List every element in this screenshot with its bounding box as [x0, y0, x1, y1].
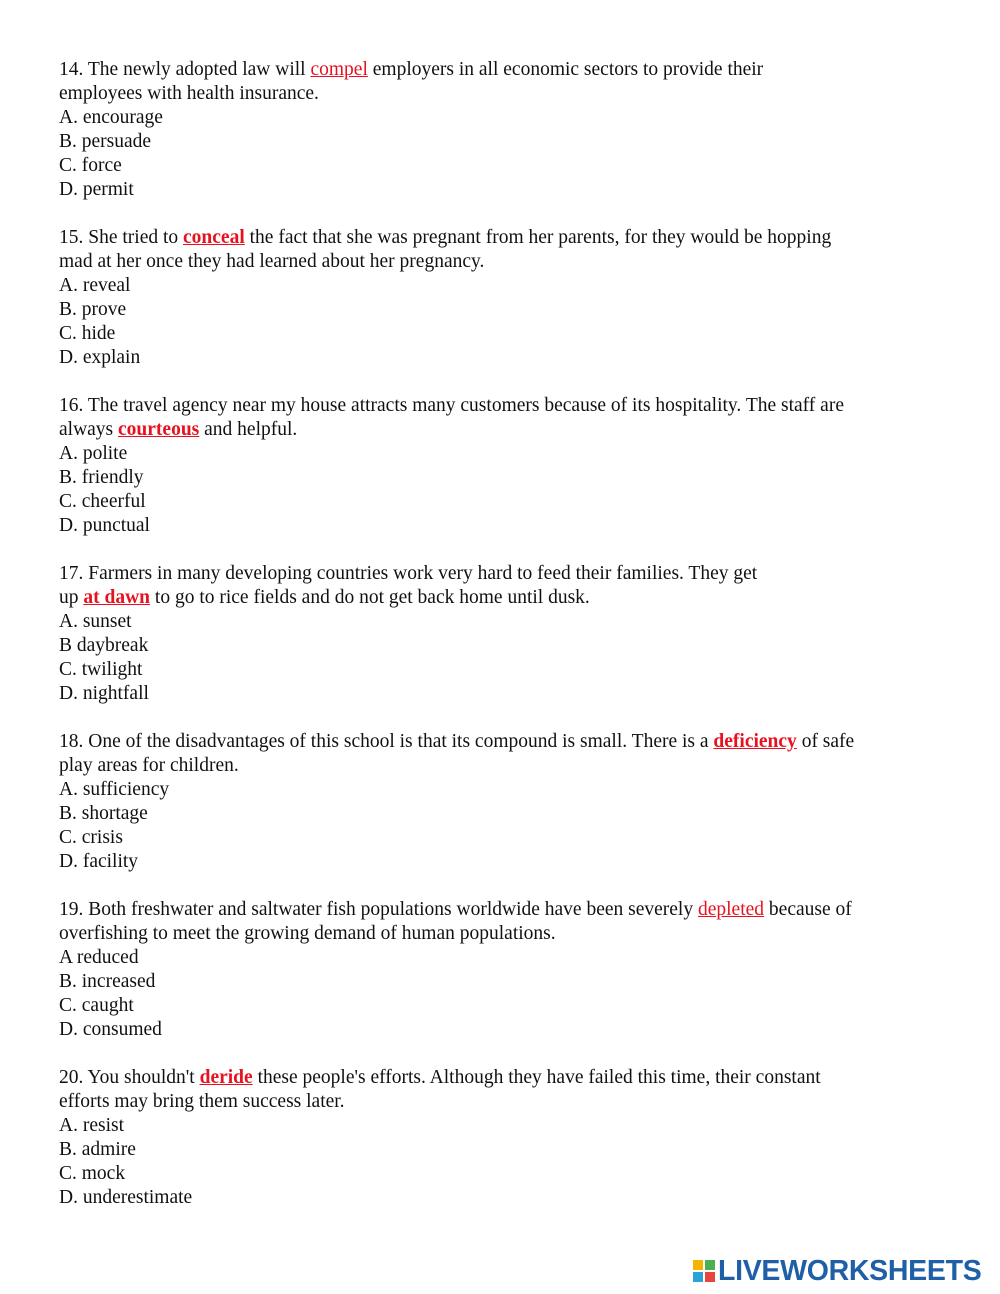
answer-option[interactable]: A. sunset [59, 611, 132, 632]
answer-option[interactable]: A. encourage [59, 107, 163, 128]
highlighted-word: deficiency [713, 731, 797, 752]
question-16 [59, 394, 949, 538]
question-text: of safe [796, 731, 855, 752]
question-text: 18. One of the disadvantages of this school is that its compound is small. There is a [59, 731, 714, 752]
question-text: play areas for children. [59, 755, 239, 776]
question-stem-line [59, 1090, 949, 1114]
answer-option[interactable]: B. persuade [59, 131, 152, 152]
question-stem-line [59, 754, 949, 778]
answer-option[interactable]: A reduced [59, 947, 139, 968]
question-stem-line [59, 922, 949, 946]
question-text: and helpful. [199, 419, 298, 440]
question-stem-line [59, 394, 949, 418]
answer-option[interactable]: C. caught [59, 995, 134, 1016]
question-stem-line [59, 418, 949, 442]
question-text: 20. You shouldn't [59, 1067, 200, 1088]
highlighted-word: courteous [118, 419, 200, 440]
question-text: 15. She tried to [59, 227, 184, 248]
question-stem-line [59, 226, 949, 250]
answer-option[interactable]: A. polite [59, 443, 128, 464]
highlighted-word: conceal [183, 227, 245, 248]
question-text: these people's efforts. Although they have failed this time, their constant [252, 1067, 821, 1088]
question-stem-line [59, 562, 949, 586]
question-text: efforts may bring them success later. [59, 1091, 345, 1112]
liveworksheets-logo-icon [693, 1260, 715, 1282]
question-text: overfishing to meet the growing demand of human populations. [59, 923, 556, 944]
question-stem-line [59, 82, 949, 106]
question-text: mad at her once they had learned about her pregnancy. [59, 251, 485, 272]
question-14 [59, 58, 949, 202]
question-20 [59, 1066, 949, 1210]
question-text: because of [764, 899, 852, 920]
question-stem-line [59, 58, 949, 82]
answer-option[interactable]: C. twilight [59, 659, 143, 680]
answer-option[interactable]: A. resist [59, 1115, 124, 1136]
highlighted-word: compel [310, 59, 368, 80]
highlighted-word: depleted [697, 899, 765, 920]
answer-option[interactable]: C. force [59, 155, 122, 176]
question-stem-line [59, 730, 949, 754]
answer-option[interactable]: B. increased [59, 971, 156, 992]
answer-option[interactable]: C. mock [59, 1163, 126, 1184]
logo-text: LIVEWORKSHEETS [718, 1255, 982, 1287]
question-text: 19. Both freshwater and saltwater fish populations worldwide have been severely [59, 899, 698, 920]
question-text: employees with health insurance. [59, 83, 319, 104]
answer-option[interactable]: C. cheerful [59, 491, 146, 512]
answer-option[interactable]: A. sufficiency [59, 779, 170, 800]
answer-option[interactable]: D. explain [59, 347, 141, 368]
answer-option[interactable]: D. permit [59, 179, 134, 200]
answer-option[interactable]: D. facility [59, 851, 139, 872]
question-text: up [59, 587, 84, 608]
answer-option[interactable]: D. nightfall [59, 683, 149, 704]
answer-option[interactable]: D. consumed [59, 1019, 162, 1040]
question-text: employers in all economic sectors to provide their [367, 59, 764, 80]
question-15 [59, 226, 949, 370]
answer-option[interactable]: B. prove [59, 299, 127, 320]
highlighted-word: at dawn [83, 587, 151, 608]
question-text: 16. The travel agency near my house attracts many customers because of its hospitality. The staff are [59, 395, 844, 416]
question-text: always [59, 419, 119, 440]
highlighted-word: deride [199, 1067, 253, 1088]
question-text: 14. The newly adopted law will [59, 59, 311, 80]
question-stem-line [59, 898, 949, 922]
question-stem-line [59, 1066, 949, 1090]
liveworksheets-logo[interactable] [693, 1256, 981, 1286]
question-stem-line [59, 586, 949, 610]
answer-option[interactable]: A. reveal [59, 275, 131, 296]
answer-option[interactable]: D. punctual [59, 515, 150, 536]
answer-option[interactable]: B. admire [59, 1139, 136, 1160]
question-text: the fact that she was pregnant from her parents, for they would be hopping [244, 227, 832, 248]
answer-option[interactable]: D. underestimate [59, 1187, 193, 1208]
question-stem-line [59, 250, 949, 274]
question-text: to go to rice fields and do not get back home until dusk. [150, 587, 590, 608]
answer-option[interactable]: B. friendly [59, 467, 144, 488]
answer-option[interactable]: B. shortage [59, 803, 148, 824]
question-text: 17. Farmers in many developing countries work very hard to feed their families. They get [59, 563, 758, 584]
answer-option[interactable]: C. hide [59, 323, 116, 344]
question-19 [59, 898, 949, 1042]
question-18 [59, 730, 949, 874]
question-17 [59, 562, 949, 706]
answer-option[interactable]: C. crisis [59, 827, 123, 848]
worksheet-body [59, 58, 949, 1234]
answer-option[interactable]: B daybreak [59, 635, 149, 656]
